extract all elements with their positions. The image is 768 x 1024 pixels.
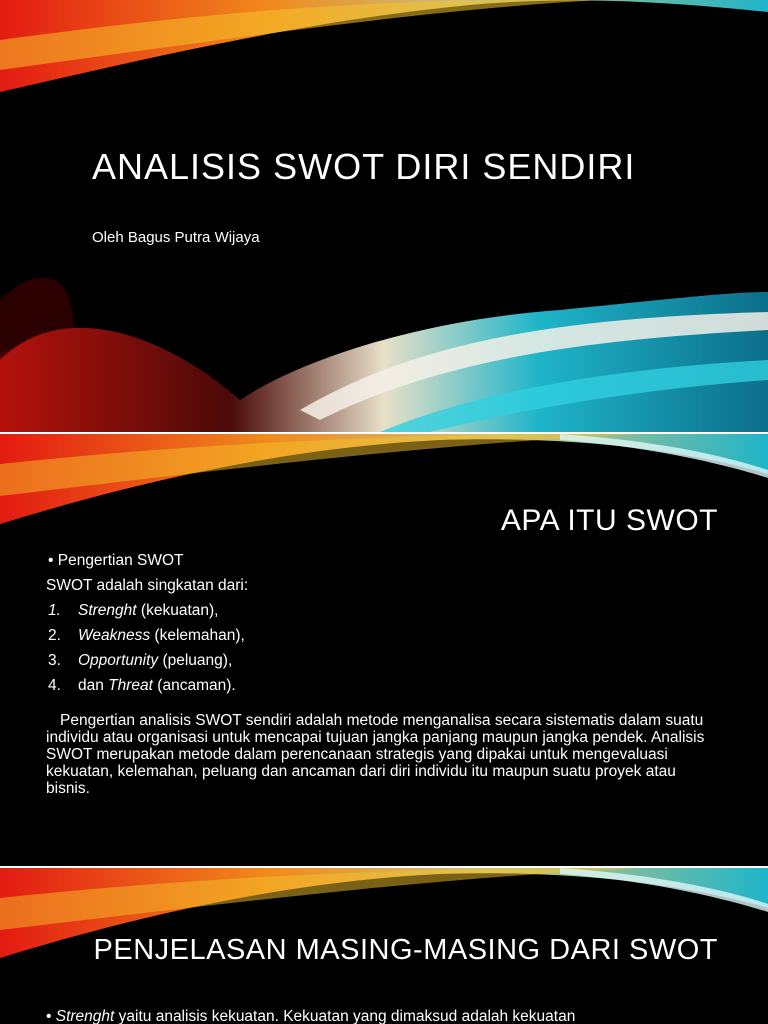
slide-subtitle-author: Oleh Bagus Putra Wijaya bbox=[92, 229, 260, 246]
slide-title bbox=[0, 0, 768, 432]
slide-heading: PENJELASAN MASING-MASING DARI SWOT bbox=[93, 934, 718, 966]
bullet-item: • Pengertian SWOT bbox=[48, 552, 184, 569]
slide-penjelasan bbox=[0, 868, 768, 1024]
list-item: 2. Weakness (kelemahan), bbox=[48, 627, 245, 644]
bullet-term: Strenght bbox=[55, 1008, 115, 1024]
numbered-list bbox=[46, 598, 726, 698]
list-item: 3. Opportunity (peluang), bbox=[48, 652, 233, 669]
slide-apa-itu-swot bbox=[0, 434, 768, 866]
intro-text: SWOT adalah singkatan dari: bbox=[46, 577, 249, 594]
list-item: 4. dan Threat (ancaman). bbox=[48, 677, 236, 694]
bullet-text: Pengertian SWOT bbox=[57, 552, 184, 569]
definition-paragraph: Pengertian analisis SWOT sendiri adalah metode menganalisa secara sistematis dalam suatu individu atau organisasi untuk mencapai tujuan jangka panjang maupun jangka pendek. Analisis SWOT merupakan metode dalam perencanaan strategis yang dipakai untuk mengevaluasi kekuatan, kelemahan, peluang dan ancaman dari diri individu itu maupun suatu proyek atau bisnis. bbox=[46, 711, 705, 797]
bullet-item: • Strenght yaitu analisis kekuatan. Kekuatan yang dimaksud adalah kekuatan bbox=[46, 1008, 576, 1024]
slide-body bbox=[46, 548, 726, 698]
slide-title-heading: ANALISIS SWOT DIRI SENDIRI bbox=[92, 146, 636, 187]
decorative-wave-background bbox=[0, 0, 768, 432]
slide-heading: APA ITU SWOT bbox=[500, 504, 718, 537]
bullet-text: yaitu analisis kekuatan. Kekuatan yang dimaksud adalah kekuatan bbox=[114, 1008, 576, 1024]
list-item: 1. Strenght (kekuatan), bbox=[48, 602, 219, 619]
